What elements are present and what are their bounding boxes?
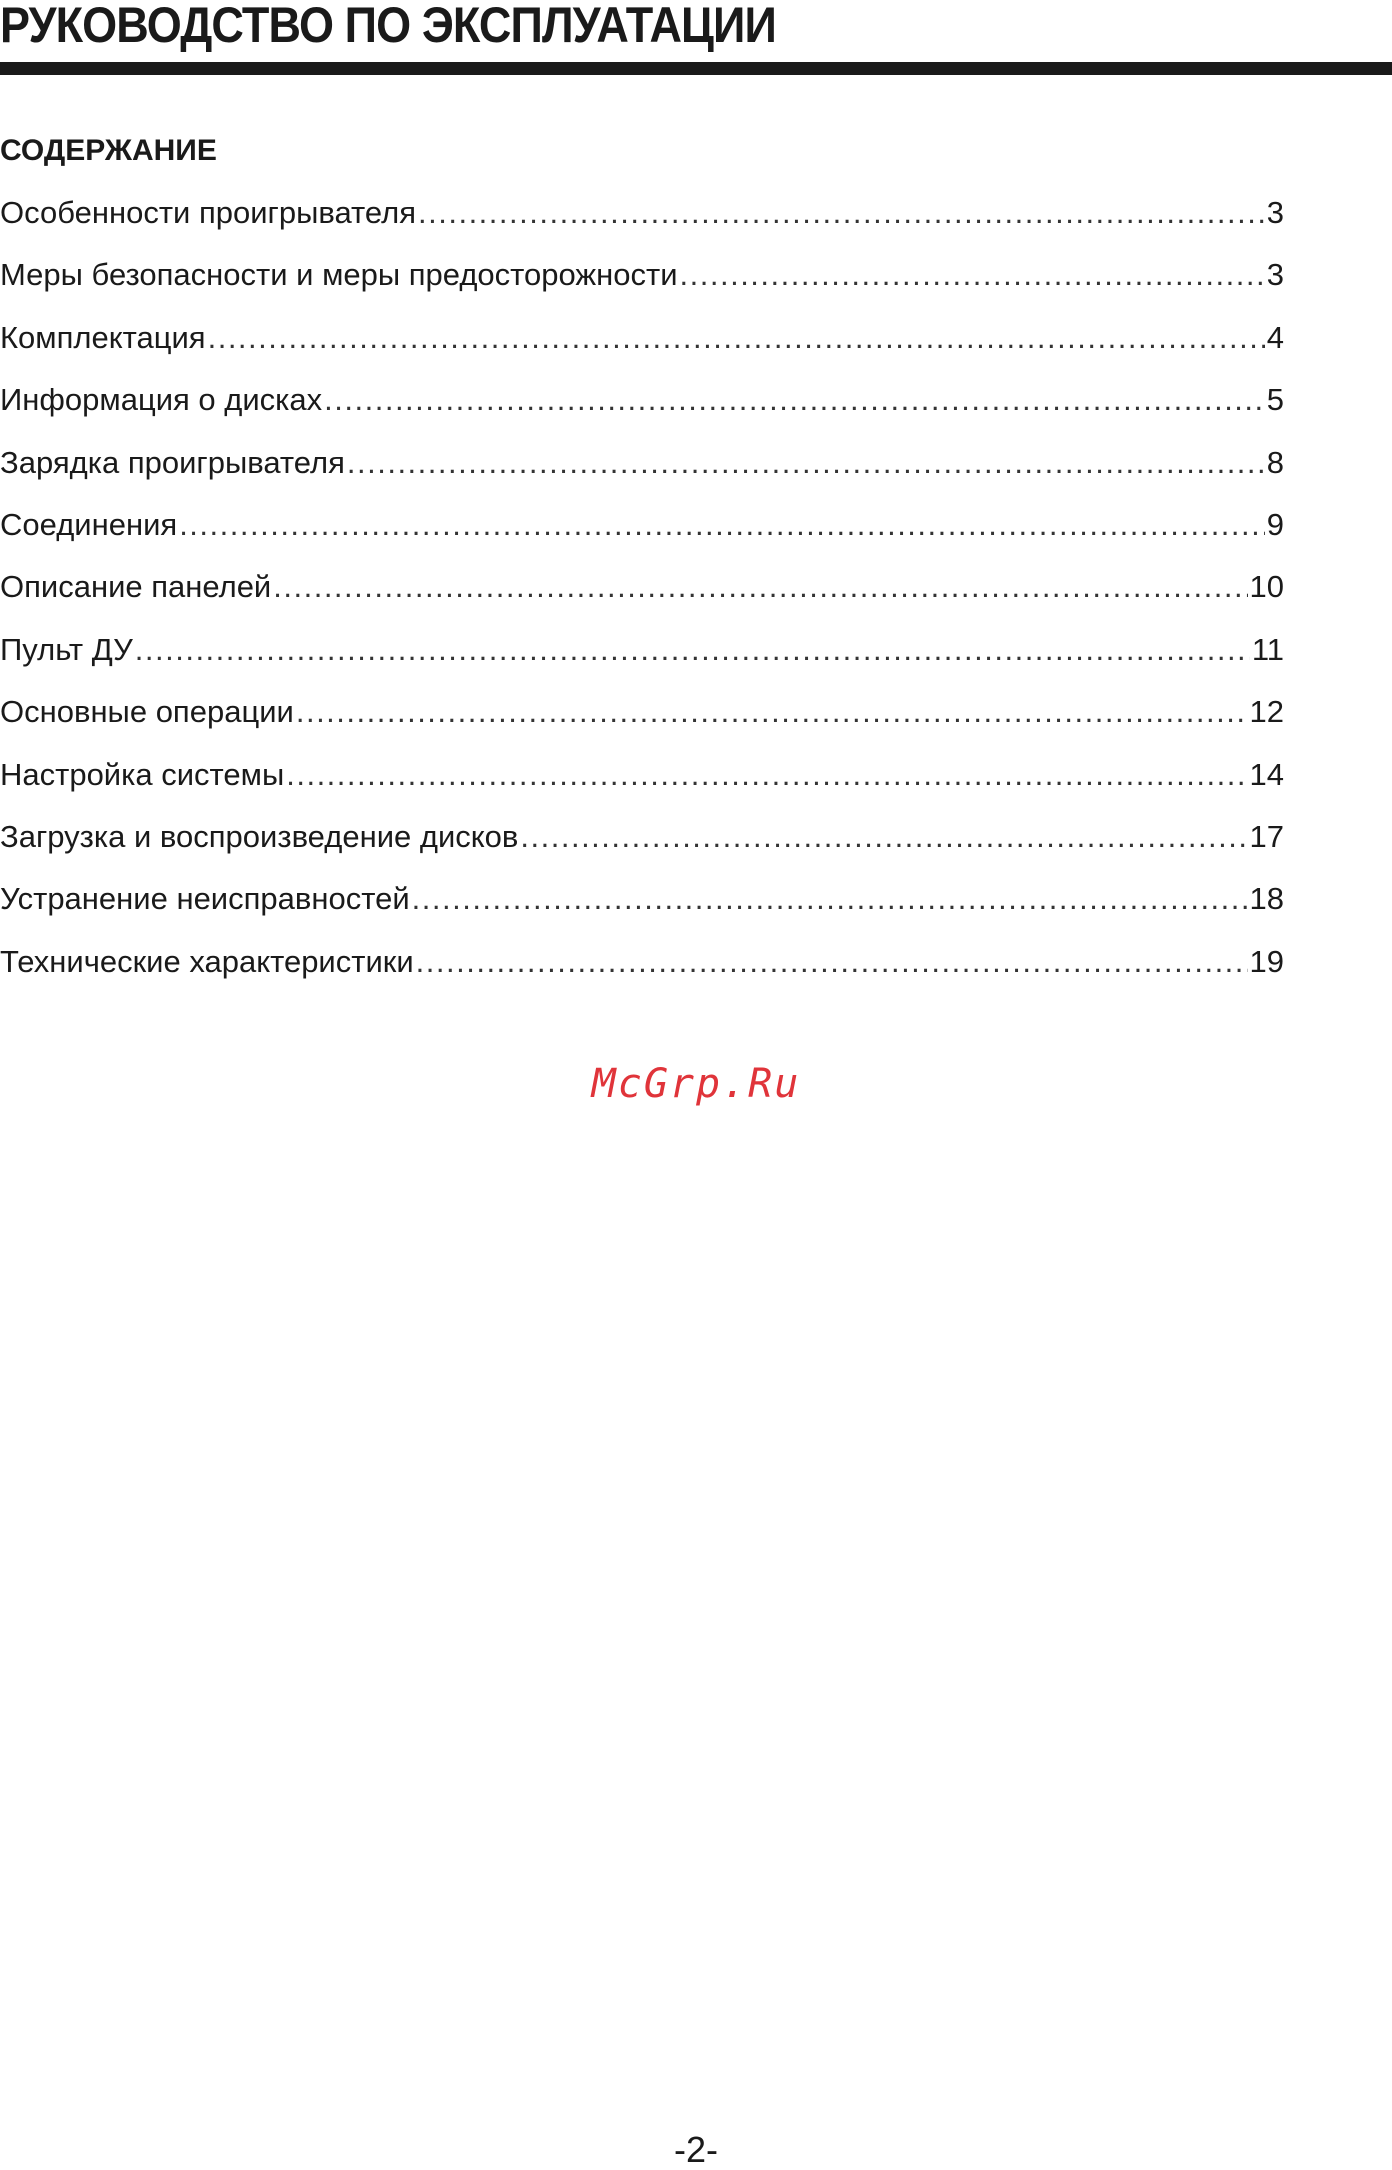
toc-entry-label: Устранение неисправностей [0,881,410,917]
toc-dot-leader [347,442,1265,484]
toc-entry-page: 3 [1266,257,1284,293]
toc-entry-page: 5 [1266,382,1284,418]
toc-entry-charging[interactable] [0,442,1284,504]
toc-entry-features[interactable] [0,192,1284,254]
toc-dot-leader [296,691,1248,733]
toc-entry-package-contents[interactable] [0,317,1284,379]
watermark-text: McGrp.Ru [591,1061,801,1107]
toc-dot-leader [286,754,1247,796]
toc-entry-label: Загрузка и воспроизведение дисков [0,818,519,854]
toc-entry-page: 8 [1266,444,1284,480]
toc-entry-page: 11 [1251,631,1284,667]
table-of-contents [0,192,1284,1003]
toc-dot-leader [412,878,1248,920]
toc-entry-label: Основные операции [0,694,294,730]
toc-entry-connections[interactable] [0,504,1284,566]
page-number: -2- [674,2129,718,2170]
toc-entry-label: Настройка системы [0,756,285,792]
toc-entry-basic-operations[interactable] [0,691,1284,753]
toc-entry-page: 17 [1249,818,1284,854]
document-title: РУКОВОДСТВО ПО ЭКСПЛУАТАЦИИ [0,0,776,53]
toc-entry-label: Меры безопасности и меры предосторожности [0,257,678,293]
toc-dot-leader [324,379,1265,421]
toc-heading: СОДЕРЖАНИЕ [0,134,217,167]
toc-entry-disc-info[interactable] [0,379,1284,441]
toc-entry-label: Пульт ДУ [0,631,133,667]
toc-entry-label: Соединения [0,506,178,542]
toc-dot-leader [135,629,1250,671]
toc-dot-leader [520,816,1247,858]
toc-entry-page: 19 [1249,943,1284,979]
toc-entry-label: Комплектация [0,319,206,355]
toc-entry-page: 18 [1249,881,1284,917]
toc-entry-system-setup[interactable] [0,754,1284,816]
toc-entry-label: Описание панелей [0,569,272,605]
toc-entry-label: Информация о дисках [0,382,323,418]
toc-entry-remote-control[interactable] [0,629,1284,691]
toc-dot-leader [273,566,1247,608]
toc-entry-page: 3 [1266,195,1284,230]
toc-dot-leader [418,192,1265,234]
toc-entry-page: 12 [1249,694,1284,730]
toc-dot-leader [179,504,1265,546]
header-rule [0,62,1392,75]
toc-entry-label: Зарядка проигрывателя [0,444,345,480]
toc-entry-page: 9 [1266,506,1284,542]
toc-dot-leader [416,941,1248,983]
toc-entry-panels[interactable] [0,566,1284,628]
toc-entry-page: 10 [1249,569,1284,605]
toc-dot-leader [208,317,1265,359]
toc-entry-label: Технические характеристики [0,943,414,979]
toc-entry-page: 14 [1249,756,1284,792]
toc-entry-troubleshooting[interactable] [0,878,1284,940]
toc-entry-safety[interactable] [0,254,1284,316]
toc-entry-specifications[interactable] [0,941,1284,1003]
toc-entry-disc-playback[interactable] [0,816,1284,878]
toc-dot-leader [680,254,1265,296]
toc-entry-label: Особенности проигрывателя [0,195,416,230]
toc-entry-page: 4 [1266,319,1284,355]
